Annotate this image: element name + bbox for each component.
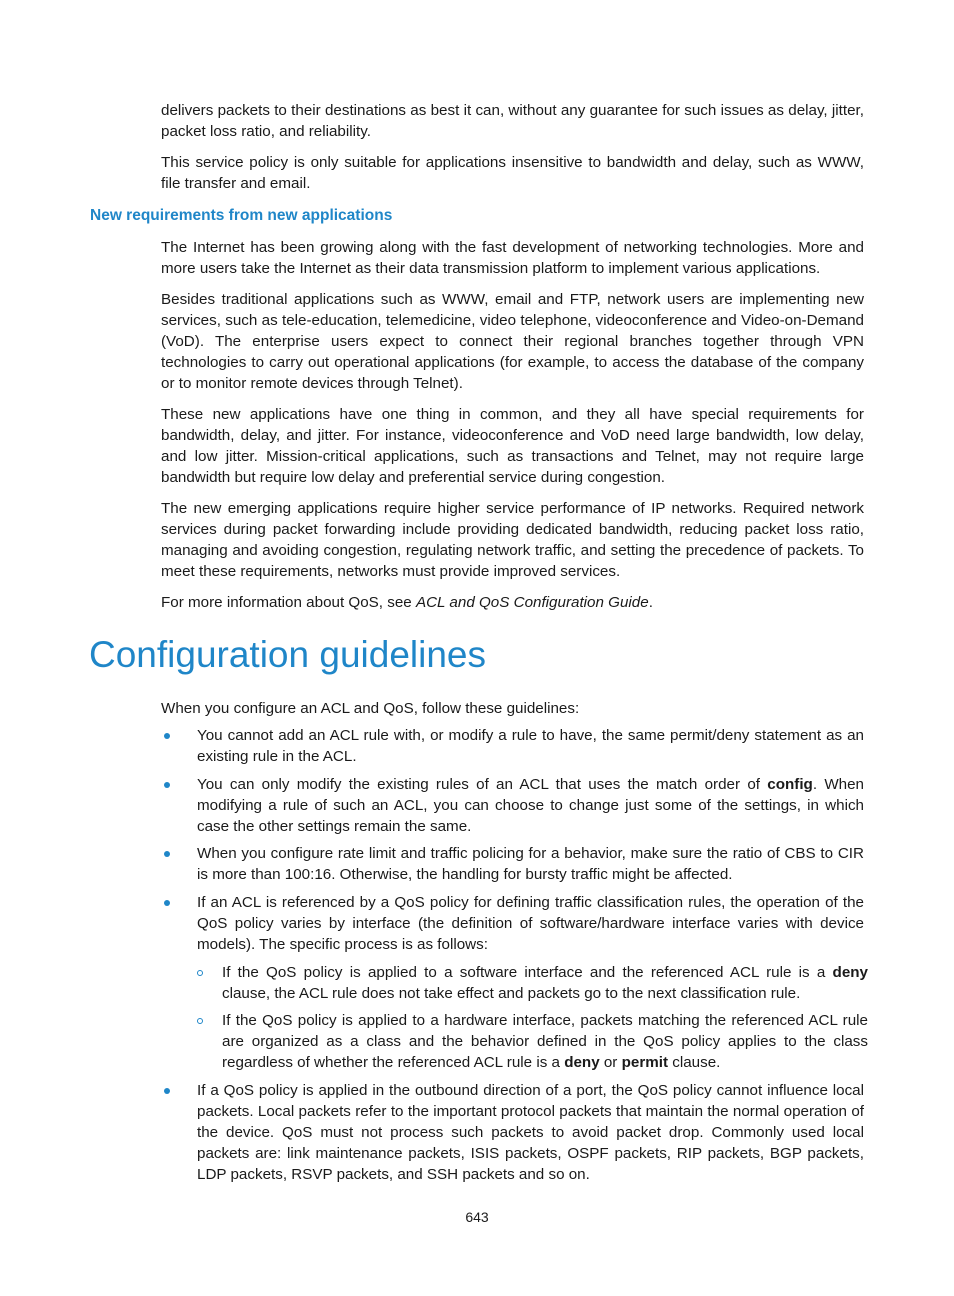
- page-number: 643: [465, 1209, 489, 1225]
- guidelines-intro: When you configure an ACL and QoS, follow these guidelines:: [161, 700, 580, 717]
- keyword-deny: deny: [564, 1054, 600, 1071]
- bullet-icon: [164, 1088, 170, 1094]
- guideline-sub-bullet-2: [222, 1010, 868, 1073]
- keyword-deny: deny: [832, 964, 868, 981]
- bullet-icon: [164, 900, 170, 906]
- section-paragraph-1: The Internet has been growing along with the fast development of networking technologies. More and more users take the Internet as their data transmission platform to implement various applications.: [161, 239, 864, 277]
- reference-prefix: For more information about QoS, see: [161, 594, 416, 611]
- section-paragraph-4: The new emerging applications require higher service performance of IP networks. Required network services during packet forwarding include providing dedicated bandwidth, reducing packet loss ratio, managing and avoiding congestion, regulating network traffic, and setting the precedence of packets. To meet these requirements, networks must provide improved services.: [161, 500, 864, 580]
- guideline-bullet-1: You cannot add an ACL rule with, or modify a rule to have, the same permit/deny statement as an existing rule in the ACL.: [197, 727, 864, 765]
- guideline-bullet-5: If a QoS policy is applied in the outbound direction of a port, the QoS policy cannot influence local packets. Local packets refer to the important protocol packets that maintain the normal operation of the device. QoS must not process such packets to avoid packet drop. Commonly used local packets are: link maintenance packets, ISIS packets, OSPF packets, RIP packets, BGP packets, LDP packets, RSVP packets, and SSH packets and so on.: [197, 1082, 864, 1183]
- sub-2-text-end: clause.: [668, 1054, 721, 1071]
- sub-2-text-mid: or: [599, 1054, 622, 1071]
- bullet-icon: [164, 851, 170, 857]
- section-paragraph-5: [161, 592, 864, 613]
- page-title: Configuration guidelines: [89, 634, 486, 675]
- reference-suffix: .: [648, 594, 653, 611]
- keyword-permit: permit: [621, 1054, 669, 1071]
- reference-guide-title: ACL and QoS Configuration Guide: [415, 594, 649, 611]
- sub-1-text: If the QoS policy is applied to a software interface and the referenced ACL rule is a: [222, 964, 833, 981]
- section-heading: New requirements from new applications: [90, 207, 393, 224]
- guideline-bullet-3: When you configure rate limit and traffic policing for a behavior, make sure the ratio of CBS to CIR is more than 100:16. Otherwise, the handling for bursty traffic might be affected.: [197, 845, 864, 883]
- sub-bullet-icon: [197, 970, 203, 976]
- intro-paragraph-1: delivers packets to their destinations as best it can, without any guarantee for such issues as delay, jitter, packet loss ratio, and reliability.: [161, 102, 864, 140]
- bullet-2-text: You can only modify the existing rules of an ACL that uses the match order of: [197, 776, 768, 793]
- bullet-2-text-end: . When modifying a rule of such an ACL, you can choose to change just some of the settings, in which case the other settings remain the same.: [197, 776, 864, 835]
- guideline-bullet-2: [197, 774, 864, 837]
- sub-1-text-end: clause, the ACL rule does not take effect and packets go to the next classification rule.: [222, 985, 801, 1002]
- guideline-bullet-4: If an ACL is referenced by a QoS policy for defining traffic classification rules, the operation of the QoS policy varies by interface (the definition of software/hardware interface varies with device models). The specific process is as follows:: [197, 894, 864, 953]
- intro-paragraph-2: This service policy is only suitable for applications insensitive to bandwidth and delay, such as WWW, file transfer and email.: [161, 154, 864, 192]
- bullet-icon: [164, 782, 170, 788]
- section-paragraph-3: These new applications have one thing in common, and they all have special requirements for bandwidth, delay, and jitter. For instance, videoconference and VoD need large bandwidth, low delay, and low jitter. Mission-critical applications, such as transactions and Telnet, may not require large bandwidth but require low delay and preferential service during congestion.: [161, 406, 864, 486]
- bullet-icon: [164, 733, 170, 739]
- section-paragraph-2: Besides traditional applications such as WWW, email and FTP, network users are implementing new services, such as tele-education, telemedicine, video telephone, videoconference and Video-on-Demand (VoD). The enterprise users expect to connect their regional branches together through VPN technologies to carry out operational applications (for example, to access the database of the company or to monitor remote devices through Telnet).: [161, 291, 864, 392]
- sub-bullet-icon: [197, 1018, 203, 1024]
- keyword-config: config: [767, 776, 813, 793]
- sub-2-text: If the QoS policy is applied to a hardware interface, packets matching the referenced ACL rule are organized as a class and the behavior defined in the QoS policy applies to the class regardless of whether the referenced ACL rule is a: [222, 1012, 868, 1071]
- guideline-sub-bullet-1: [222, 962, 868, 1004]
